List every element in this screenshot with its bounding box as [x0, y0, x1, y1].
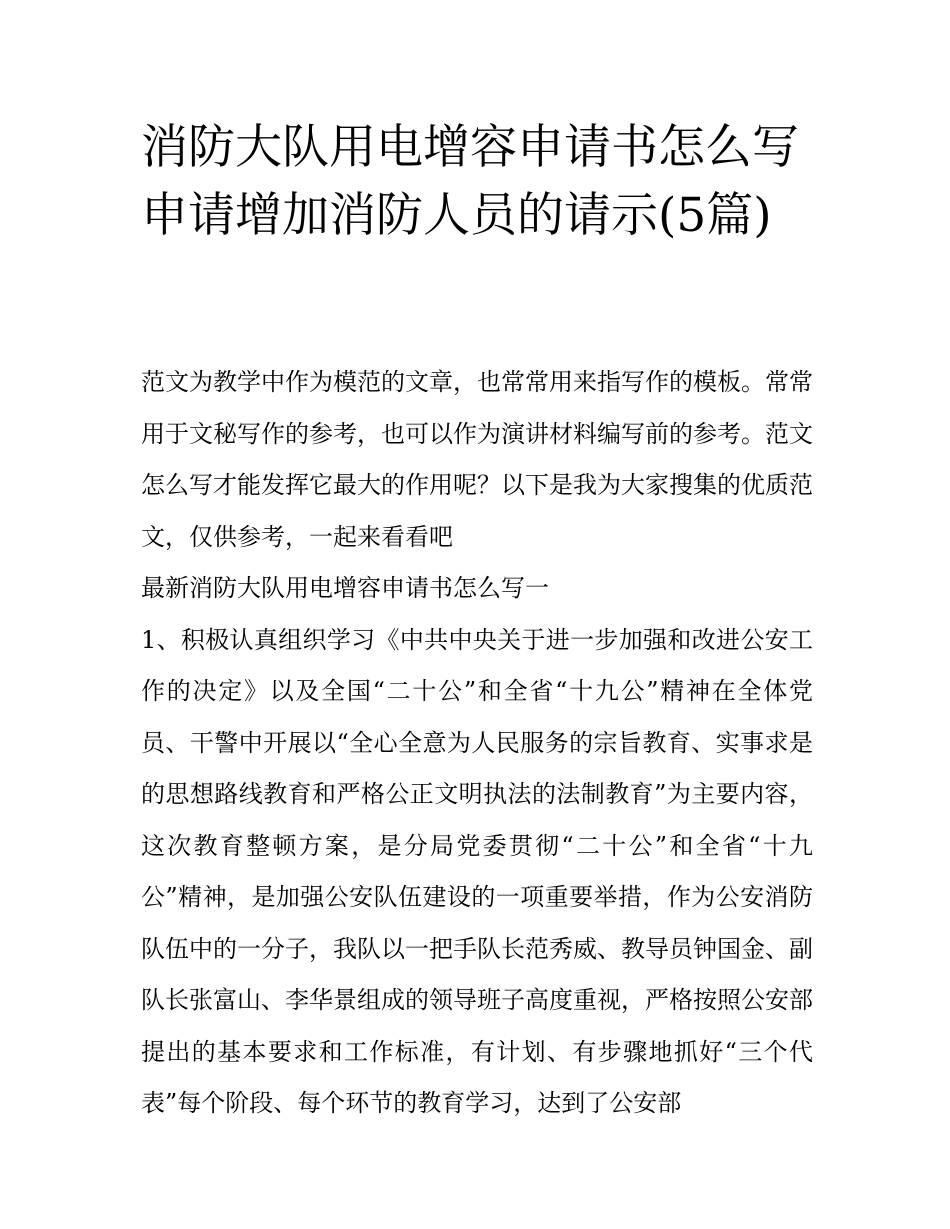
document-body: [141, 357, 813, 1130]
document-title: 消防大队用电增容申请书怎么写 申请增加消防人员的请示(5篇): [141, 120, 799, 243]
intro-paragraph: 范文为教学中作为模范的文章，也常常用来指写作的模板。常常用于文秘写作的参考，也可以作为演讲材料编写前的参考。范文怎么写才能发挥它最大的作用呢？以下是我为大家搜集的优质范文，仅供参考，一起来看看吧: [141, 368, 813, 551]
section-heading: 最新消防大队用电增容申请书怎么写一: [141, 574, 549, 602]
body-paragraph: 1、积极认真组织学习《中共中央关于进一步加强和改进公安工作的决定》以及全国“二十公”和全省“十九公”精神在全体党员、干警中开展以“全心全意为人民服务的宗旨教育、实事求是的思想路线教育和严格公正文明执法的法制教育”为主要内容，这次教育整顿方案，是分局党委贯彻“二十公”和全省“十九公”精神，是加强公安队伍建设的一项重要举措，作为公安消防队伍中的一分子，我队以一把手队长范秀威、教导员钟国金、副队长张富山、李华景组成的领导班子高度重视，严格按照公安部提出的基本要求和工作标准，有计划、有步骤地抓好“三个代表”每个阶段、每个环节的教育学习，达到了公安部: [141, 625, 813, 1117]
